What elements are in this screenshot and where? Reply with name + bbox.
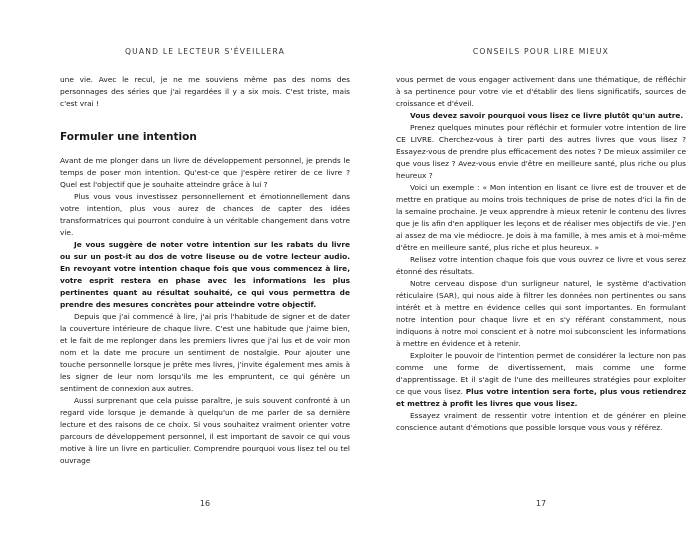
right-page [396,0,686,538]
left-page [60,0,350,538]
right-paragraph-6 [396,350,686,410]
right-paragraph-7: Essayez vraiment de ressentir votre intention et de générer en pleine conscience autant d'émotions que possible lorsque vous vous y référez. [396,411,686,432]
right-running-head: CONSEILS POUR LIRE MIEUX [472,47,610,56]
right-paragraph-5 [396,278,686,350]
left-page-body [60,74,350,467]
right-paragraph-2: Prenez quelques minutes pour réfléchir et formuler votre intention de lire CE LIVRE. Cherchez-vous à tirer parti des autres livres que vous lisez ? Essayez-vous de prendre plus efficacement des notes ? De mieux assimiler ce que vous lisez ? Avez-vous envie d'être en meilleure santé, plus riche ou plus heureux ? [396,123,686,180]
right-page-number: 17 [535,499,547,508]
right-paragraph-5-part-b: à notre moi subconscient les informations à mettre en évidence et à retenir. [396,327,686,348]
right-paragraph-5-emphasis: et [518,327,527,336]
right-paragraph-5-part-a: Notre cerveau dispose d'un surligneur naturel, le système d'activation réticulaire (SAR), qui nous aide à filtrer les données non pertinentes ou sans intérêt et à mettre en évidence celles qui sont importantes. En formulant notre intention pour chaque livre et en s'y référant constamment, nous indiquons à notre moi conscient [396,279,686,336]
left-paragraph-5: Aussi surprenant que cela puisse paraître, je suis souvent confronté à un regard vide lorsque je demande à quelqu'un de me parler de sa dernière lecture et des raisons de ce choix. Si vous souhaitez vraiment orienter votre parcours de développement personnel, il est important de savoir ce qui vous motive à lire un livre en particulier. Comprendre pourquoi vous lisez tel ou tel ouvrage [60,396,350,465]
right-paragraph-3: Voici un exemple : « Mon intention en lisant ce livre est de trouver et de mettre en pratique au moins trois techniques de prise de notes d'ici la fin de la semaine prochaine. Je veux apprendre à mieux retenir le contenu des livres que je lis afin d'en appliquer les leçons et de réaliser mes objectifs de vie. J'en ai assez de ma vie médiocre. Je dois à ma famille, à mes amis et à moi-même d'être en meilleure santé, plus riche et plus heureux. » [396,183,686,252]
right-paragraph-intro: vous permet de vous engager activement dans une thématique, de réfléchir à sa pertinence pour votre vie et d'établir des liens significatifs, sources de croissance et d'éveil. [396,75,686,108]
left-paragraph-2: Plus vous vous investissez personnellement et émotionnellement dans votre intention, plus vous aurez de chances de capter des idées transformatrices qui pourront conduire à un véritable changement dans votre vie. [60,192,350,237]
right-paragraph-6-bold: Plus votre intention sera forte, plus vous retiendrez et mettrez à profit les livres que vous lisez. [396,387,687,408]
right-page-body [396,74,686,434]
right-paragraph-1-bold: Vous devez savoir pourquoi vous lisez ce livre plutôt qu'un autre. [410,111,684,120]
right-paragraph-6-text: Exploiter le pouvoir de l'intention permet de considérer la lecture non pas comme une forme de divertissement, mais comme une forme d'apprentissage. Et il s'agit de l'une des meilleures stratégies pour exploiter ce que vous lisez. [396,351,686,396]
left-paragraph-1: Avant de me plonger dans un livre de développement personnel, je prends le temps de poser mon intention. Qu'est-ce que j'espère retirer de ce livre ? Quel est l'objectif que je souhaite atteindre grâce à lui ? [60,156,350,189]
left-paragraph-3-bold: Je vous suggère de noter votre intention sur les rabats du livre ou sur un post-it au dos de votre liseuse ou de votre lecteur audio. En revoyant votre intention chaque fois que vous commencez à lire, votre esprit restera en phase avec les informations les plus pertinentes quant au résultat souhaité, ce qui vous permettra de prendre des mesures concrètes pour atteindre votre objectif. [60,240,350,309]
left-paragraph-intro: une vie. Avec le recul, je ne me souviens même pas des noms des personnages des séries que j'ai regardées il y a six mois. C'est triste, mais c'est vrai ! [60,75,350,108]
left-running-head: QUAND LE LECTEUR S'ÉVEILLERA [124,47,286,56]
left-page-number: 16 [199,499,211,508]
section-title: Formuler une intention [60,131,197,143]
right-paragraph-4: Relisez votre intention chaque fois que vous ouvrez ce livre et vous serez étonné des résultats. [396,255,686,276]
left-paragraph-4: Depuis que j'ai commencé à lire, j'ai pris l'habitude de signer et de dater la couverture intérieure de chaque livre. C'est une habitude que j'aime bien, et le fait de me replonger dans les premiers livres que j'ai lus et de voir mon nom et la date me procure un sentiment de nostalgie. Pour ajouter une touche personnelle lorsque je prête mes livres, j'invite également mes amis à les signer de leur nom lorsqu'ils me les empruntent, ce qui génère un sentiment de connexion aux autres. [60,312,350,393]
